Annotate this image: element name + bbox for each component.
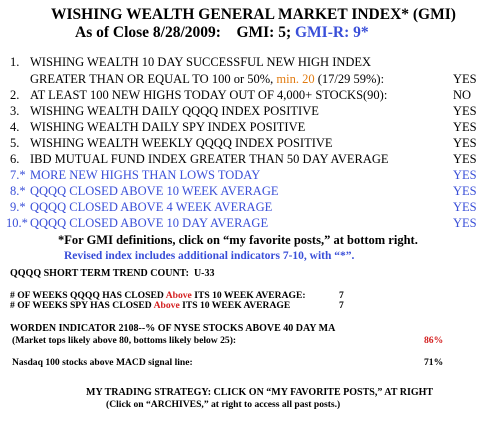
indicator-2-answer: NO (453, 88, 472, 102)
indicator-9-answer: YES (453, 200, 477, 214)
qqqq-weeks-text: # OF WEEKS QQQQ HAS CLOSED (10, 290, 164, 301)
gmi-score: GMI: 5; (236, 24, 292, 41)
indicator-7-answer: YES (453, 168, 477, 182)
spy-weeks-text-2: ITS 10 WEEK AVERAGE (182, 300, 291, 311)
indicator-9-text: QQQQ CLOSED ABOVE 4 WEEK AVERAGE (30, 200, 273, 214)
indicator-1-answer: YES (453, 72, 477, 86)
as-of-line (75, 24, 369, 42)
indicator-8-number: 8.* (10, 184, 26, 198)
indicator-1-threshold: GREATER THAN OR EQUAL TO 100 or 50%, (30, 72, 274, 86)
spy-weeks-text: # OF WEEKS SPY HAS CLOSED (10, 300, 152, 311)
indicator-9-number: 9.* (10, 200, 26, 214)
worden-value: 86% (424, 335, 444, 346)
revised-note: Revised index includes additional indicators 7-10, with “*”. (64, 250, 355, 262)
indicator-10-number: 10.* (6, 216, 28, 230)
indicator-1-ratio: (17/29 59%): (317, 72, 385, 86)
archives-line: (Click on “ARCHIVES,” at right to access all past posts.) (106, 399, 341, 410)
indicator-5-number: 5. (10, 136, 20, 150)
spy-above-word: Above (153, 300, 180, 311)
indicator-3-number: 3. (10, 104, 20, 118)
indicator-4-number: 4. (10, 120, 20, 134)
indicator-6-number: 6. (10, 152, 20, 166)
indicator-1-text: WISHING WEALTH 10 DAY SUCCESSFUL NEW HIGH INDEX (30, 55, 372, 69)
macd-value: 71% (424, 357, 444, 368)
indicator-2-text: AT LEAST 100 NEW HIGHS TODAY OUT OF 4,000+ STOCKS(90): (30, 88, 388, 102)
indicator-6-answer: YES (453, 152, 477, 166)
indicator-10-text: QQQQ CLOSED ABOVE 10 DAY AVERAGE (30, 216, 269, 230)
indicator-8-text: QQQQ CLOSED ABOVE 10 WEEK AVERAGE (30, 184, 279, 198)
definitions-note: *For GMI definitions, click on “my favorite posts,” at bottom right. (58, 233, 418, 247)
page-title: WISHING WEALTH GENERAL MARKET INDEX* (GMI) (51, 6, 456, 23)
qqqq-weeks-text-2: ITS 10 WEEK AVERAGE: (194, 290, 306, 301)
indicator-7-text: MORE NEW HIGHS THAN LOWS TODAY (30, 168, 261, 182)
trend-count-value: U-33 (193, 268, 215, 279)
indicator-2-number: 2. (10, 88, 20, 102)
trend-count (10, 268, 215, 279)
as-of-date: As of Close 8/28/2009: (75, 24, 221, 41)
worden-sub: (Market tops likely above 80, bottoms likely below 25): (12, 335, 237, 346)
strategy-line: MY TRADING STRATEGY: CLICK ON “MY FAVORITE POSTS,” AT RIGHT (86, 387, 434, 398)
indicator-8-answer: YES (453, 184, 477, 198)
indicator-6-text: IBD MUTUAL FUND INDEX GREATER THAN 50 DAY AVERAGE (30, 152, 389, 166)
macd-label: Nasdaq 100 stocks above MACD signal line: (12, 357, 193, 368)
gmi-r-score: GMI-R: 9* (295, 24, 369, 41)
indicator-5-answer: YES (453, 136, 477, 150)
qqqq-above-word: Above (165, 290, 192, 301)
indicator-3-text: WISHING WEALTH DAILY QQQQ INDEX POSITIVE (30, 104, 319, 118)
trend-count-label: QQQQ SHORT TERM TREND COUNT: (10, 268, 189, 279)
spy-weeks-value: 7 (339, 300, 344, 311)
indicator-5-text: WISHING WEALTH WEEKLY QQQQ INDEX POSITIVE (30, 136, 333, 150)
indicator-1-number: 1. (10, 55, 20, 69)
indicator-3-answer: YES (453, 104, 477, 118)
worden-label: WORDEN INDICATOR 2108--% OF NYSE STOCKS ABOVE 40 DAY MA (10, 323, 336, 334)
indicator-4-answer: YES (453, 120, 477, 134)
indicator-10-answer: YES (453, 216, 477, 230)
spy-weeks-label (10, 300, 290, 311)
qqqq-weeks-value: 7 (339, 290, 344, 301)
indicator-4-text: WISHING WEALTH DAILY SPY INDEX POSITIVE (30, 120, 306, 134)
indicator-1-text-2 (30, 72, 384, 87)
indicator-7-number: 7.* (10, 168, 26, 182)
indicator-1-min: min. 20 (276, 72, 315, 86)
